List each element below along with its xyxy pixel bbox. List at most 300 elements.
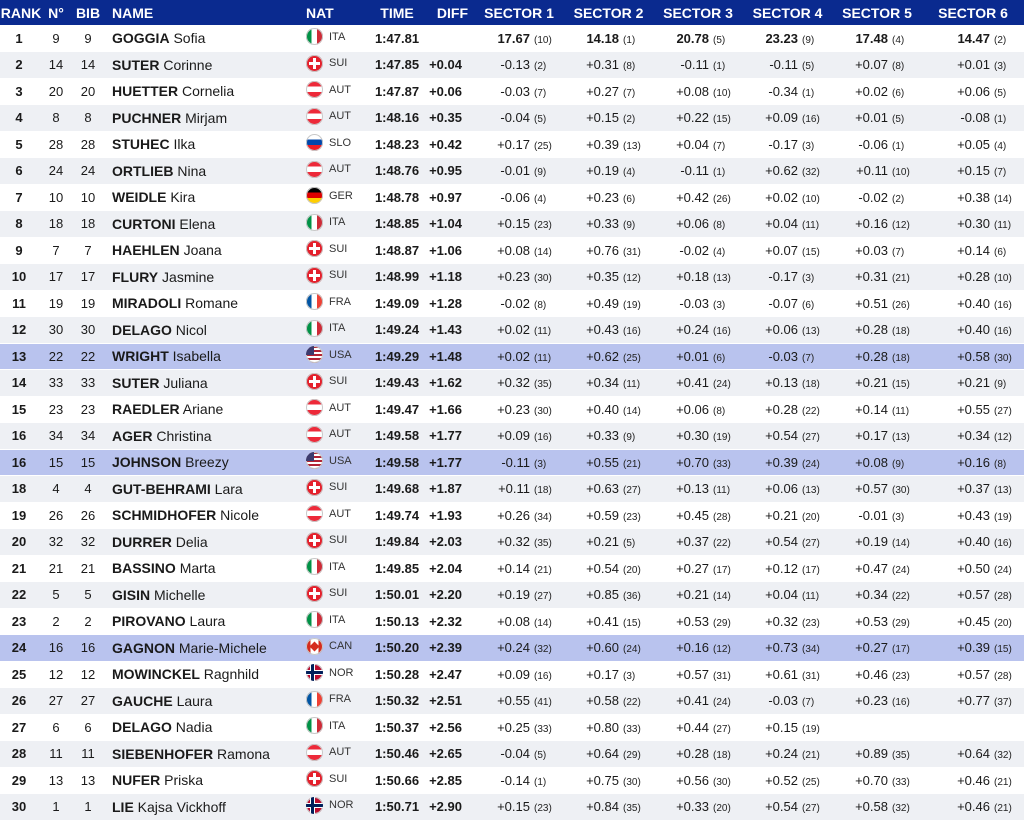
nation-cell [300,264,368,291]
table-row[interactable] [0,343,1024,370]
col-rank[interactable]: RANK [0,4,42,21]
sector-rank: (21) [892,273,910,285]
sector-rank: (13) [802,326,820,338]
bib-cell: 20 [70,78,106,105]
athlete-name-cell[interactable] [106,237,300,264]
results-header [0,0,1024,25]
sector-rank: (7) [713,140,726,152]
sector-5-cell [832,343,922,370]
sector-6-cell [922,449,1024,476]
sector-time: -0.11 [501,454,530,470]
sector-rank: (24) [713,697,731,709]
sector-5-cell [832,741,922,768]
rank-cell: 21 [0,555,42,582]
flag-icon [306,108,323,125]
col-sector-4[interactable]: SECTOR 4 [752,4,823,21]
sector-6-cell [922,396,1024,423]
athlete-name-cell[interactable] [106,608,300,635]
sector-rank: (14) [623,405,641,417]
nation-cell [300,184,368,211]
col-sector-6[interactable]: SECTOR 6 [938,4,1008,21]
diff-cell: +2.32 [426,608,474,635]
athlete-first-name: Ariane [182,401,224,418]
table-row[interactable] [0,264,1024,291]
sector-rank: (16) [802,114,820,126]
nation-code: USA [329,454,352,467]
athlete-name-cell[interactable] [106,794,300,821]
sector-time: +0.15 [957,163,990,179]
sector-rank: (32) [994,750,1012,762]
sector-2-cell [564,423,653,450]
table-row[interactable] [0,555,1024,582]
sector-2-cell [564,237,653,264]
sector-time: +0.24 [676,322,709,338]
rank-cell: 18 [0,476,42,503]
sector-rank: (35) [892,750,910,762]
table-row[interactable] [0,582,1024,609]
diff-cell: +2.03 [426,529,474,556]
athlete-last-name: WEIDLE [112,189,167,206]
sector-rank: (7) [802,352,815,364]
athlete-name-cell[interactable] [106,635,300,662]
sector-rank: (13) [994,485,1012,497]
rank-cell: 5 [0,131,42,158]
sector-rank: (11) [802,220,820,232]
bib-cell: 18 [70,211,106,238]
nation-cell [300,502,368,529]
sector-time: +0.32 [497,375,530,391]
athlete-name-cell[interactable] [106,529,300,556]
sector-time: +0.34 [957,428,990,444]
sector-5-cell [832,131,922,158]
start-number-cell: 30 [42,317,70,344]
sector-2-cell [564,264,653,291]
sector-rank: (1) [892,140,905,152]
nation-cell [300,131,368,158]
table-row[interactable] [0,105,1024,132]
sector-2-cell [564,105,653,132]
sector-rank: (6) [892,87,905,99]
bib-cell: 26 [70,502,106,529]
sector-2-cell [564,184,653,211]
nation-code: ITA [329,322,346,335]
rank-cell: 19 [0,502,42,529]
sector-time: +0.06 [765,481,798,497]
sector-2-cell [564,688,653,715]
table-row[interactable] [0,529,1024,556]
sector-4-cell [743,158,832,185]
sector-rank: (23) [892,670,910,682]
sector-rank: (24) [994,564,1012,576]
time-cell: 1:48.87 [368,237,426,264]
flag-icon [306,267,323,284]
bib-cell: 16 [70,635,106,662]
time-cell: 1:49.43 [368,370,426,397]
athlete-last-name: CURTONI [112,215,176,232]
sector-time: +0.56 [676,772,709,788]
sector-time: +0.08 [855,454,888,470]
athlete-name-cell[interactable] [106,158,300,185]
sector-time: +0.16 [957,454,990,470]
col-sector-5[interactable]: SECTOR 5 [842,4,912,21]
sector-2-cell [564,555,653,582]
sector-6-cell [922,529,1024,556]
sector-time: -0.13 [500,57,530,73]
sector-rank: (2) [534,61,547,73]
table-row[interactable] [0,714,1024,741]
bib-cell: 15 [70,449,106,476]
diff-cell: +1.62 [426,370,474,397]
table-row[interactable] [0,502,1024,529]
diff-cell [426,25,474,52]
sector-time: +0.55 [497,693,530,709]
athlete-name-cell[interactable] [106,582,300,609]
sector-time: +0.64 [586,746,619,762]
sector-1-cell [474,184,564,211]
sector-time: +0.55 [957,401,990,417]
rank-cell: 23 [0,608,42,635]
col-sector-1[interactable]: SECTOR 1 [484,4,554,21]
bib-cell: 21 [70,555,106,582]
rank-cell: 15 [0,396,42,423]
nation-code: SUI [329,534,348,547]
table-row[interactable] [0,184,1024,211]
nation-cell [300,396,368,423]
bib-cell: 8 [70,105,106,132]
sector-time: +0.01 [957,57,990,73]
athlete-name-cell[interactable] [106,264,300,291]
time-cell: 1:48.16 [368,105,426,132]
sector-rank: (33) [534,723,552,735]
athlete-name-cell[interactable] [106,343,300,370]
athlete-name-cell[interactable] [106,714,300,741]
athlete-first-name: Michelle [154,586,206,603]
sector-rank: (3) [802,273,815,285]
athlete-name-cell[interactable] [106,688,300,715]
athlete-name-cell[interactable] [106,52,300,79]
sector-6-cell [922,608,1024,635]
table-row[interactable] [0,423,1024,450]
sector-4-cell [743,794,832,821]
nation-cell [300,608,368,635]
sector-5-cell [832,317,922,344]
sector-6-cell [922,476,1024,503]
col-bib[interactable]: BIB [75,4,101,21]
sector-rank: (1) [713,167,726,179]
sector-rank: (10) [534,34,552,46]
sector-time: +0.32 [497,534,530,550]
table-row[interactable] [0,767,1024,794]
athlete-name-cell[interactable] [106,317,300,344]
sector-rank: (8) [892,61,905,73]
sector-time: +0.27 [676,560,709,576]
athlete-last-name: FLURY [112,268,159,285]
sector-rank: (1) [623,34,636,46]
nation-code: NOR [329,666,354,679]
sector-3-cell [653,25,743,52]
table-row[interactable] [0,78,1024,105]
athlete-last-name: DURRER [112,533,172,550]
time-cell: 1:50.13 [368,608,426,635]
flag-icon [306,558,323,575]
athlete-first-name: Jasmine [162,268,215,285]
bib-cell: 17 [70,264,106,291]
sector-6-cell [922,131,1024,158]
col-nat[interactable]: NAT [306,4,334,21]
sector-rank: (20) [802,511,820,523]
flag-icon [306,770,323,787]
athlete-name-cell[interactable] [106,767,300,794]
sector-time: +0.64 [957,746,990,762]
athlete-first-name: Kajsa Vickhoff [137,798,226,815]
sector-rank: (19) [713,432,731,444]
sector-rank: (36) [623,591,641,603]
athlete-name-cell[interactable] [106,449,300,476]
sector-time: +0.89 [855,746,888,762]
athlete-name-cell[interactable] [106,555,300,582]
sector-time: -0.01 [500,163,530,179]
sector-time: +0.33 [676,799,709,815]
flag-icon [306,320,323,337]
time-cell: 1:48.23 [368,131,426,158]
sector-time: +0.41 [586,613,619,629]
athlete-name-cell[interactable] [106,476,300,503]
sector-rank: (27) [623,485,641,497]
sector-5-cell [832,290,922,317]
sector-3-cell [653,317,743,344]
sector-3-cell [653,370,743,397]
sector-time: 14.47 [957,30,990,46]
sector-time: +0.27 [586,83,619,99]
athlete-name-cell[interactable] [106,184,300,211]
flag-icon [306,28,323,45]
sector-3-cell [653,582,743,609]
sector-rank: (27) [994,405,1012,417]
bib-cell: 28 [70,131,106,158]
start-number-cell: 12 [42,661,70,688]
sector-time: +0.09 [765,110,798,126]
athlete-name-cell[interactable] [106,741,300,768]
table-row[interactable] [0,449,1024,476]
nation-cell [300,582,368,609]
sector-rank: (3) [534,458,547,470]
sector-1-cell [474,767,564,794]
table-row[interactable] [0,794,1024,821]
col-sector-2[interactable]: SECTOR 2 [573,4,644,21]
sector-rank: (16) [994,538,1012,550]
nation-code: SUI [329,772,348,785]
sector-6-cell [922,184,1024,211]
sector-time: +0.15 [497,799,530,815]
table-row[interactable] [0,476,1024,503]
results-body [0,25,1024,820]
bib-cell: 4 [70,476,106,503]
athlete-first-name: Elena [179,215,216,232]
sector-rank: (4) [713,246,726,258]
nation-code: AUT [329,746,351,759]
table-row[interactable] [0,396,1024,423]
sector-rank: (1) [534,776,547,788]
athlete-name-cell[interactable] [106,131,300,158]
sector-rank: (30) [994,352,1012,364]
bib-cell: 11 [70,741,106,768]
sector-rank: (4) [892,34,905,46]
sector-time: +0.31 [586,57,619,73]
athlete-name-cell[interactable] [106,396,300,423]
sector-4-cell [743,290,832,317]
sector-rank: (9) [994,379,1007,391]
sector-time: +0.03 [855,242,888,258]
table-row[interactable] [0,370,1024,397]
sector-5-cell [832,370,922,397]
diff-cell: +1.87 [426,476,474,503]
table-row[interactable] [0,741,1024,768]
sector-rank: (28) [994,670,1012,682]
sector-time: +0.24 [497,640,530,656]
sector-rank: (7) [623,87,636,99]
sector-time: +0.26 [497,507,530,523]
sector-4-cell [743,237,832,264]
athlete-name-cell[interactable] [106,370,300,397]
col-time[interactable]: TIME [380,4,414,21]
athlete-name-cell[interactable] [106,25,300,52]
sector-rank: (32) [802,167,820,179]
sector-rank: (12) [994,432,1012,444]
time-cell: 1:48.99 [368,264,426,291]
sector-time: +0.08 [497,613,530,629]
table-row[interactable] [0,688,1024,715]
diff-cell: +0.42 [426,131,474,158]
sector-time: +0.57 [676,666,709,682]
sector-rank: (9) [802,34,815,46]
athlete-name-cell[interactable] [106,211,300,238]
table-row[interactable] [0,131,1024,158]
athlete-last-name: SCHMIDHOFER [112,507,217,524]
sector-time: +0.21 [586,534,619,550]
rank-cell: 26 [0,688,42,715]
sector-time: +0.23 [497,401,530,417]
sector-time: +0.62 [586,348,619,364]
athlete-first-name: Marta [179,560,216,577]
sector-rank: (14) [994,193,1012,205]
start-number-cell: 16 [42,635,70,662]
rank-cell: 13 [0,343,42,370]
table-row[interactable] [0,52,1024,79]
sector-time: +0.49 [586,295,619,311]
sector-time: +0.55 [586,454,619,470]
sector-time: +0.02 [855,83,888,99]
col-diff[interactable]: DIFF [436,4,468,21]
start-number-cell: 19 [42,290,70,317]
sector-2-cell [564,794,653,821]
diff-cell: +1.43 [426,317,474,344]
bib-cell: 32 [70,529,106,556]
sector-rank: (9) [623,220,636,232]
rank-cell: 1 [0,25,42,52]
col-name[interactable]: NAME [112,4,154,21]
nation-cell [300,52,368,79]
table-row[interactable] [0,158,1024,185]
table-row[interactable] [0,211,1024,238]
sector-5-cell [832,502,922,529]
start-number-cell: 6 [42,714,70,741]
nation-cell [300,317,368,344]
sector-rank: (8) [713,220,726,232]
athlete-name-cell[interactable] [106,105,300,132]
sector-6-cell [922,25,1024,52]
table-row[interactable] [0,237,1024,264]
rank-cell: 24 [0,635,42,662]
athlete-first-name: Nicol [175,321,207,338]
sector-rank: (2) [623,114,636,126]
table-row[interactable] [0,25,1024,52]
sector-5-cell [832,794,922,821]
rank-cell: 16 [0,449,42,476]
sector-rank: (25) [534,140,552,152]
athlete-name-cell[interactable] [106,290,300,317]
table-row[interactable] [0,661,1024,688]
sector-time: +0.70 [855,772,888,788]
col-no[interactable]: N° [48,4,64,21]
athlete-name-cell[interactable] [106,423,300,450]
athlete-name-cell[interactable] [106,661,300,688]
athlete-name-cell[interactable] [106,502,300,529]
athlete-last-name: GUT-BEHRAMI [112,480,211,497]
time-cell: 1:47.87 [368,78,426,105]
sector-rank: (37) [994,697,1012,709]
table-row[interactable] [0,635,1024,662]
sector-1-cell [474,555,564,582]
sector-time: +0.34 [855,587,888,603]
nation-code: ITA [329,560,346,573]
col-sector-3[interactable]: SECTOR 3 [663,4,733,21]
sector-rank: (6) [623,193,636,205]
sector-2-cell [564,78,653,105]
table-row[interactable] [0,317,1024,344]
sector-4-cell [743,396,832,423]
sector-time: 17.48 [855,30,888,46]
sector-time: -0.17 [768,136,798,152]
sector-time: -0.07 [768,295,798,311]
sector-time: +0.12 [765,560,798,576]
sector-1-cell [474,741,564,768]
sector-time: +0.06 [957,83,990,99]
sector-rank: (14) [713,591,731,603]
sector-4-cell [743,25,832,52]
athlete-name-cell[interactable] [106,78,300,105]
table-row[interactable] [0,290,1024,317]
sector-6-cell [922,502,1024,529]
sector-time: +0.22 [676,110,709,126]
sector-rank: (6) [713,352,726,364]
nation-code: ITA [329,719,346,732]
table-row[interactable] [0,608,1024,635]
athlete-first-name: Nina [177,162,207,179]
sector-1-cell [474,529,564,556]
sector-time: +0.21 [855,375,888,391]
sector-rank: (5) [892,114,905,126]
sector-rank: (30) [534,273,552,285]
bib-cell: 27 [70,688,106,715]
sector-rank: (29) [713,617,731,629]
sector-rank: (26) [892,299,910,311]
sector-5-cell [832,264,922,291]
sector-6-cell [922,264,1024,291]
athlete-last-name: GAUCHE [112,692,173,709]
sector-2-cell [564,131,653,158]
sector-2-cell [564,767,653,794]
time-cell: 1:49.58 [368,449,426,476]
